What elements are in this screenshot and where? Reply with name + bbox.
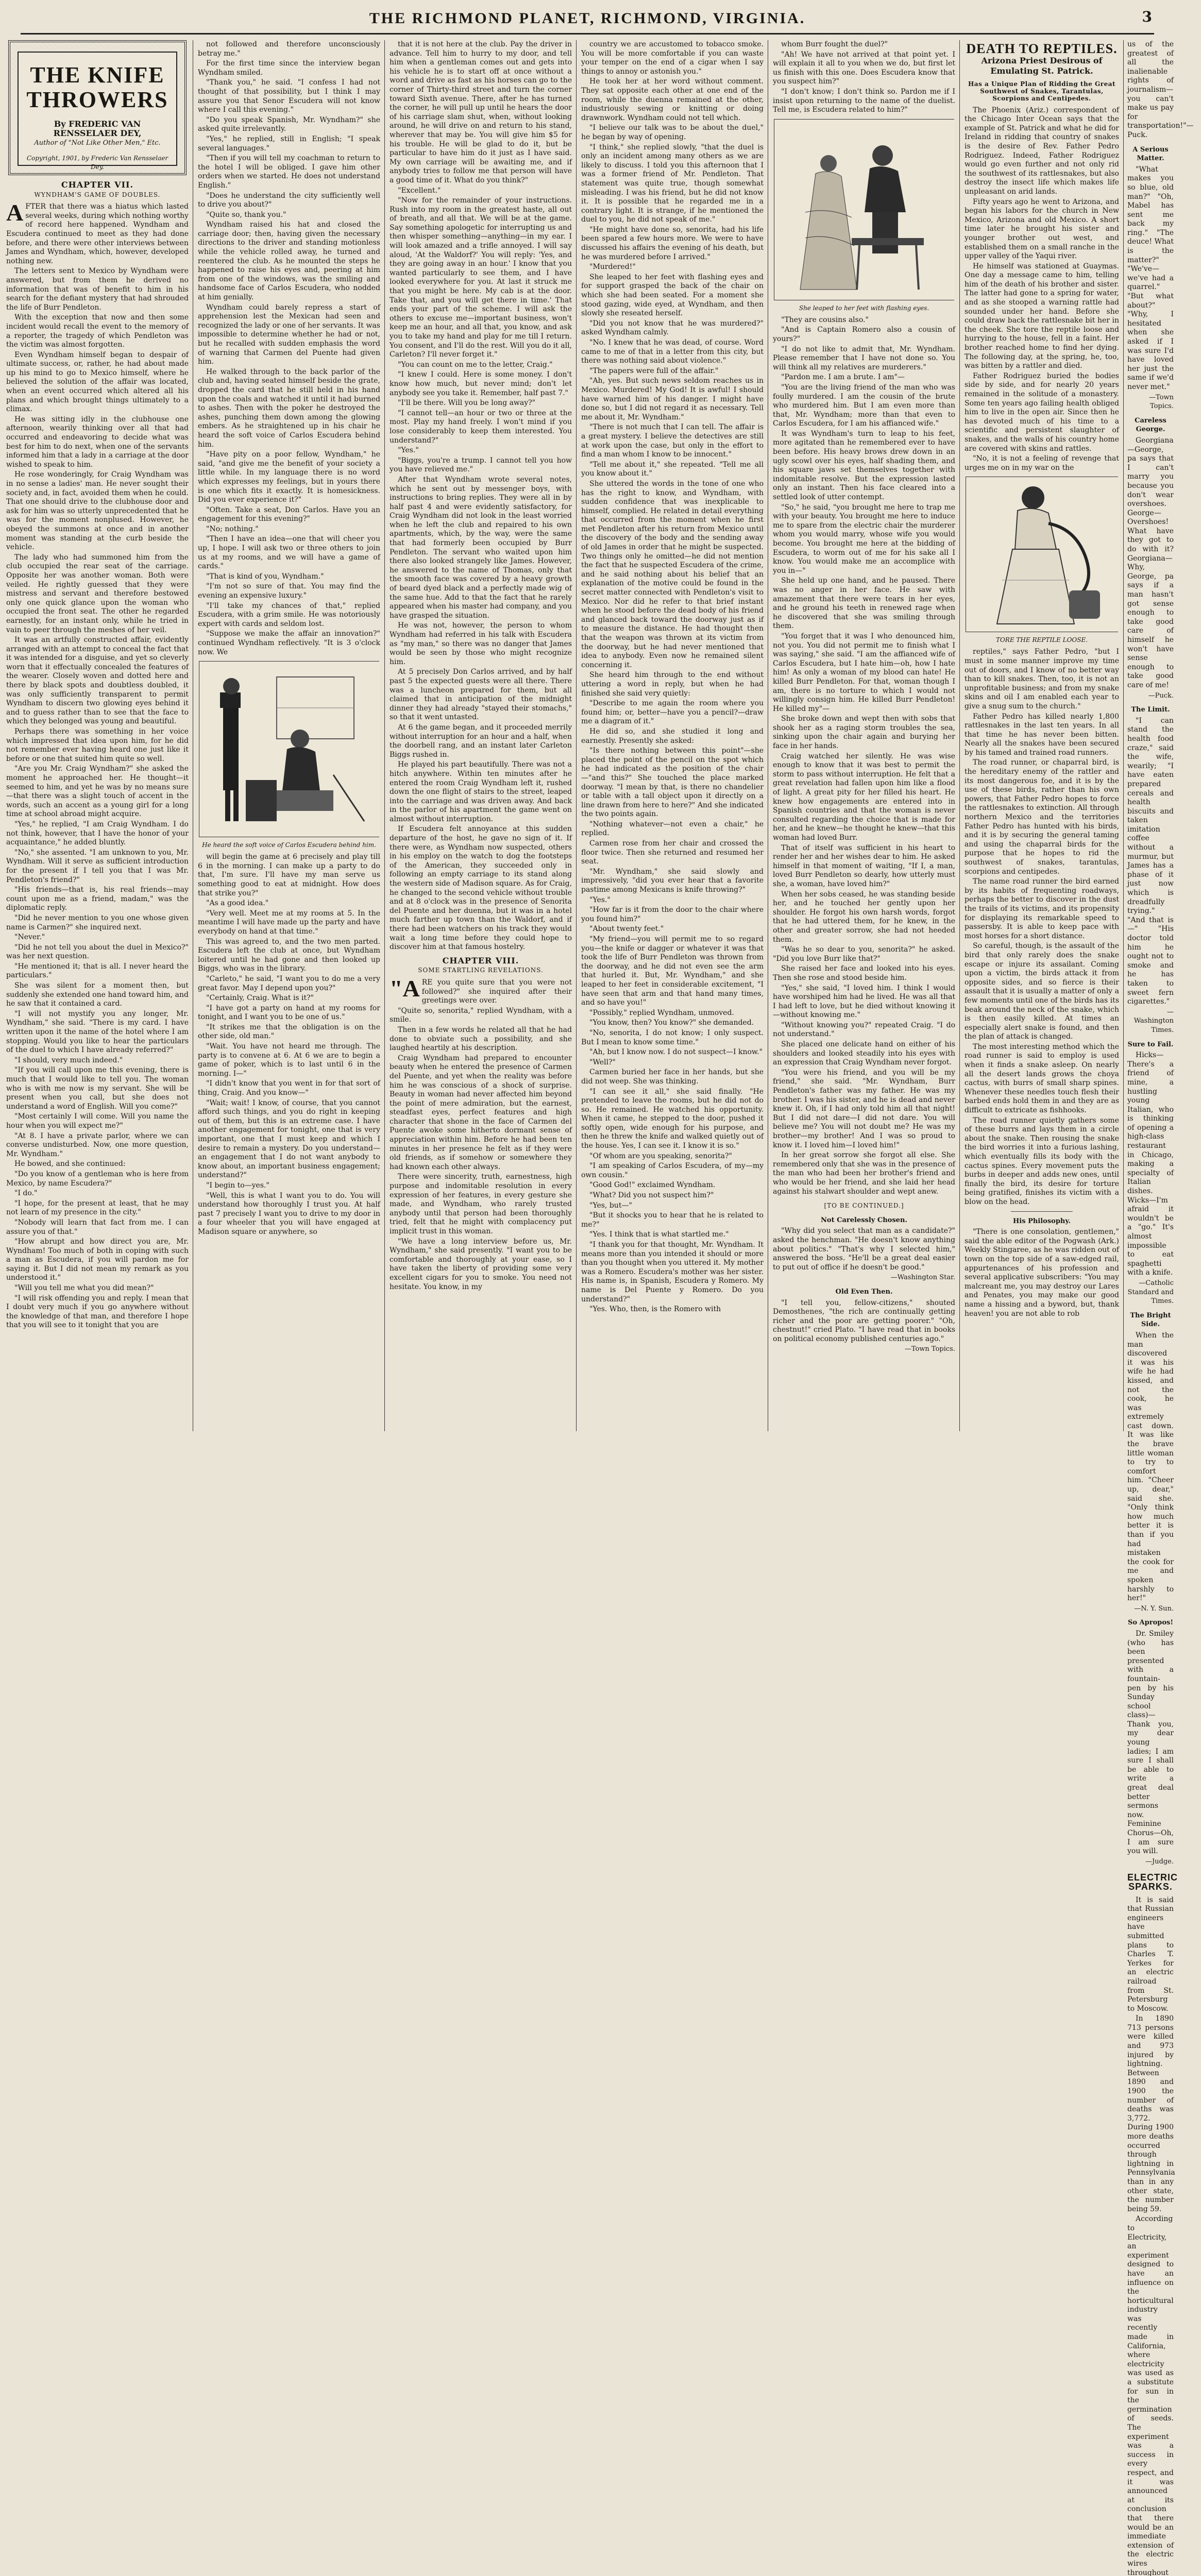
paragraph: She heard him through to the end without uttering a word in reply, but when he had finished she said very quietly: xyxy=(581,671,764,698)
paragraph: "He mentioned it; that is all. I never heard the particulars." xyxy=(6,962,189,980)
item-text: "Why did you select that man as a candidate?" asked the henchman. "He doesn't know anything about politics." "That's why I selected him," answered the boss. "He'll be a great deal easier to put out of office if he doesn't be good." xyxy=(773,1227,955,1272)
paragraph: Then in a few words he related all that he had done to obviate such a possibility, and she laughed heartily at his description. xyxy=(390,1025,572,1053)
club-scene-drawing xyxy=(199,662,380,837)
paragraph: "No, senorita, I do not know; I only suspect. But I mean to know some time." xyxy=(581,1028,764,1046)
paragraph: "Often. Take a seat, Don Carlos. Have you an engagement for this evening?" xyxy=(198,505,380,523)
paragraph: It is said that Russian engineers have submitted plans to Charles T. Yerkes for an electric railroad from St. Petersburg to Moscow. xyxy=(1127,1895,1174,2013)
paragraph: In 1890 713 persons were killed and 973 injured by lightning. Between 1890 and 1900 the number of deaths was 3,772. During 1900 more deaths occurred through lightning in Pennsylvania than in any other state, the number being 59. xyxy=(1127,2014,1175,2213)
paragraph: So careful, though, is the assault of the bird that only rarely does the snake escape or injure its assailant. Coming upon a victim, the birds attack it from opposite sides, and so fierce is their assault that it is usually a matter of only a few moments until one of the birds has its beak around the neck of the snake, which is then easily killed. At times an especially alert snake is found, and then the plan of attack is changed. xyxy=(965,942,1119,1041)
paragraph: For the first time since the interview began Wyndham smiled. xyxy=(198,59,380,77)
item-source: —Washington Star. xyxy=(890,1274,955,1282)
item-heading: The Bright Side. xyxy=(1130,1311,1171,1329)
paragraph: "Quite so, senorita," replied Wyndham, with a smile. xyxy=(390,1006,572,1024)
paragraph: "You forget that it was I who denounced him, not you. You did not permit me to finish what I was saying," she said. "I am the affianced wife of Carlos Escudera, but I hate him—oh, how I hate him! As only a woman of my blood can hate! He killed Burr Pendleton. For that, woman though I am, there is no torture to which I would not willingly consign him. He killed Burr Pendleton! He killed my"— xyxy=(773,632,955,713)
paragraph: "My friend—you will permit me to so regard you—the knife or dagger or whatever it was that took the life of Burr Pendleton was thrown from the doorway, and he did not even see the arm that hurled it. But, Mr. Wyndham," and she leaped to her feet in considerable excitement, "I have seen that arm and that hand many times, and so have you!" xyxy=(581,935,764,1007)
electric-head: ELECTRIC SPARKS. xyxy=(1127,1872,1178,1892)
paragraph: "Ah, yes. But such news seldom reaches us in Mexico. Murdered! My God! It is awful! I should have warned him of his danger. I might have done so, but I did not regard it as necessary. Tell me about it, Mr. Wyndham." xyxy=(581,377,764,421)
paragraph: "I'm not so sure of that. You may find the evening an expensive luxury." xyxy=(198,582,380,600)
paragraph: Fifty years ago he went to Arizona, and began his labors for the church in New Mexico, Arizona and old Mexico. A short time later he brought his sister and younger brother out west, and established them on a small ranche in the upper valley of the Yaqui river. xyxy=(965,197,1119,261)
paragraph: "No. I knew that he was dead, of course. Word came to me of that in a letter from this city, but there was nothing said about violence." xyxy=(581,338,764,365)
paragraph: "Yes." xyxy=(589,895,611,904)
paragraph: will begin the game at 6 precisely and play till 6 in the morning. I can make up a party to do that, I'm sure. I'll have my man serve us something good to eat at midnight. How does that strike you?" xyxy=(198,853,380,897)
paragraph: The most interesting method which the road runner is said to employ is used when it finds a snake asleep. On nearly all the desert lands grows the choya cactus, with burrs of small sharp spines. Whenever these needles touch flesh their barbed ends hold them in and they are as difficult to extricate as fishhooks. xyxy=(965,1042,1119,1115)
paragraph: "Nothing whatever—not even a chair," he replied. xyxy=(581,820,764,838)
paragraph: "How abrupt and how direct you are, Mr. Wyndham! Too much of both in coping with such a man as Escudera, if you will pardon me for saying it. But I did not mean my remark as you understood it." xyxy=(6,1238,189,1282)
paragraph: The name road runner the bird earned by its habits of frequenting roadways, perhaps the better to discover in the dust the trails of its victims, and its propensity for displaying its remarkable speed to passersby. It is able to keep pace with most horses for a short distance. xyxy=(965,877,1119,940)
paragraph: "If you will call upon me this evening, there is much that I would like to tell you. The woman who is with me now is my servant. She will be present when you call, but she does not understand a word of English. Will you come?" xyxy=(6,1066,189,1111)
paragraph: She uttered the words in the tone of one who has the right to know, and Wyndham, with sudden confidence that was inexplicable to himself, complied. He related in detail everything that occurred from the moment when he first met Pendleton after his return from Mexico until the discovery of the body and the sending away of old James in order that he might be suspected. Two things only he omitted—he did not mention the fact that he suspected Escudera of the crime, and he said nothing about his belief that an explanation of the motive could be found in the secret matter connected with Pendleton's visit to Mexico. Nor did he refer to that brief instant when he stood before the dead body of his friend and glanced back toward the doorway just as if to measure the distance. He had thought then that the weapon was thrown at its victim from the doorway, but he had never mentioned that idea to anybody. Even now he remained silent concerning it. xyxy=(581,479,764,669)
paragraph: "Wait; wait! I know, of course, that you cannot afford such things, and you do right in keeping out of them, but this is an extreme case. I have another engagement for tonight, one that is very important, one that I must keep and which I desire to remain a mystery. Do you understand—an engagement that I do not want anybody to know about, an important business engagement; understand?" xyxy=(198,1098,380,1180)
paragraph: "You are the living friend of the man who was foully murdered. I am the cousin of the brute who murdered him. But I am even more than that, Mr. Wyndham; more than that even to Carlos Escudera, for I am his affianced wife." xyxy=(773,383,955,428)
paragraph: She broke down and wept then with sobs that shook her as a raging storm troubles the sea, sinking upon the chair again and burying her face in her hands. xyxy=(773,715,955,751)
paragraph: The road runner quietly gathers some of these burrs and lays them in a circle about the snake. Then rousing the snake the bird worries it into a furious lashing, which eventually fills its body with the cactus spines. Every movement puts the burbs in deeper and adds new ones, until finally the bird, its desire for torture being gratified, finishes its victim with a blow on the head. xyxy=(965,1116,1119,1206)
paragraph: "Well?" xyxy=(589,1058,616,1066)
item-text: When the man discovered it was his wife he had kissed, and not the cook, he was extremely cast down. It was like the brave little woman to try to comfort him. "Cheer up, dear," said she. "Only think how much better it is than if you had mistaken the cook for me and spoken harshly to her!" xyxy=(1127,1331,1174,1603)
paragraph: In her great sorrow she forgot all else. She remembered only that she was in the presence of the man who had been her brother's friend and who would be her friend, and she laid her head against his stalwart shoulder and wept anew. xyxy=(773,1151,955,1196)
item-text: Dr. Smiley (who has been presented with a fountain-pen by his Sunday school class)—Thank you, my dear young ladies; I am sure I shall be able to write a great deal better sermons now. Feminine Chorus—Oh, I am sure you will. xyxy=(1127,1629,1174,1856)
paragraph: "Biggs, you're a trump. I cannot tell you how you have relieved me." xyxy=(390,456,572,474)
story-text-col5a xyxy=(773,40,955,115)
paragraph: "Yes," he replied, "I am Craig Wyndham. I do not think, however, that I have the honor of your acquaintance," he added bluntly. xyxy=(6,820,189,847)
paragraph: "Are you Mr. Craig Wyndham?" she asked the moment he approached her. He thought—it seemed to him, and yet he was by no means sure—that there was a slight touch of accent in the words, such an accent as a young girl for a long time at school abroad might acquire. xyxy=(6,765,189,819)
paragraph: "Yes," she said, "I loved him. I think I would have worshiped him had he lived. He was all that I had left to love, but he died without knowing it—without knowing me." xyxy=(773,984,955,1020)
story-byline-author-note: Author of "Not Like Other Men," Etc. xyxy=(34,139,161,147)
paragraph: "And is Captain Romero also a cousin of yours?" xyxy=(773,326,955,343)
paragraph: Carmen buried her face in her hands, but she did not weep. She was thinking. xyxy=(581,1068,764,1086)
column-2 xyxy=(198,40,380,1431)
paragraph: The lady who had summoned him from the club occupied the rear seat of the carriage. Opposite her was another woman. Both were veiled. He rightly guessed that they were mistress and servant and therefore bestowed only one quick glance upon the woman who occupied the front seat. The other he regarded earnestly, for an instant only, while he tried in vain to peer through the meshes of her veil. xyxy=(6,553,189,634)
paragraph: "They are cousins also." xyxy=(781,315,869,324)
paragraph: At 5 precisely Don Carlos arrived, and by half past 5 the expected guests were all there. There was a luncheon prepared for them, but all claimed that in anticipation of the midnight dinner they had already "stayed their stomachs," so that it went untasted. xyxy=(390,668,572,722)
illustration-caption-1: He heard the soft voice of Carlos Escudera behind him. xyxy=(202,841,376,849)
paragraph: "Of whom are you speaking, senorita?" xyxy=(589,1151,732,1160)
reptiles-subhead: Arizona Priest Desirous of Emulating St. Patrick. xyxy=(981,55,1103,76)
paragraph: "Well, this is what I want you to do. You will understand how thoroughly I trust you. At half past 7 precisely I want you to drive to my door in a four wheeler that you will have engaged at Madison square or anywhere, so xyxy=(198,1191,380,1236)
paragraph: According to Electricity, an experiment designed to have an influence on the horticultural industry was recently made in California, where electricity was used as a substitute for sun in the germination of seeds. The experiment was a success in every respect, and it was announced at its conclusion that there would be an immediate extension of the electric wires throughout xyxy=(1127,2215,1174,2576)
paragraph: Father Pedro has killed nearly 1,800 rattlesnakes in the last ten years. In all that time he has never been bitten. Nearly all the snakes have been secured by his tamed and trained road runners. xyxy=(965,712,1119,757)
paragraph: He bowed, and she continued: xyxy=(14,1160,126,1168)
story-text-col2a xyxy=(198,40,380,657)
paragraph: whom Burr fought the duel?" xyxy=(781,40,888,48)
paragraph: "That is kind of you, Wyndham." xyxy=(206,572,324,581)
paragraph: Father Rodriguez buried the bodies side by side, and for nearly 20 years remained in the solitude of a monastery. Some ten years ago failing health obliged him to live in the open air. Since then he has devoted much of his time to a scientific and persistent slaughter of snakes, and the walls of his country home are covered with skins and rattles. xyxy=(965,371,1119,453)
parlor-scene-drawing xyxy=(774,120,955,300)
item-source: —Catholic Standard and Times. xyxy=(1127,1279,1174,1306)
paragraph: With the exception that now and then some incident would recall the event to the memory of a reporter, the tragedy of which Pendleton was the victim was almost forgotten. xyxy=(6,313,189,349)
paragraph: "Ah! We have not arrived at that point yet. I will explain it all to you when we do, but first let us finish with this one. Does Escudera know that you suspect him?" xyxy=(773,50,955,86)
story-text-col1 xyxy=(6,199,189,1330)
paragraph: "ARE you quite sure that you were not followed?" she inquired after their greetings were over. xyxy=(390,975,572,1005)
paragraph: He walked through to the back parlor of the club and, having seated himself beside the grate, dropped the card that he still held in his hand upon the coals and watched it until it had burned to ashes. Then with the poker he destroyed the ashes, punching them down among the glowing embers. As he straightened up in his chair he heard the soft voice of Carlos Escudera behind him. xyxy=(198,367,380,449)
column-1 xyxy=(6,40,189,1431)
paragraph: "At 8. I have a private parlor, where we can converse undisturbed. Now, one more question, Mr. Wyndham." xyxy=(6,1131,189,1158)
paragraph: "Wait. You have not heard me through. The party is to convene at 6. At 6 we are to begin a game of poker, which is to last until 6 in the morning. I—" xyxy=(198,1042,380,1078)
paragraph: "Does he understand the city sufficiently well to drive you about?" xyxy=(198,191,380,209)
paragraph: "I'll take my chances of that," replied Escudera, with a grim smile. He was notoriously expert with cards and seldom lost. xyxy=(198,601,380,628)
story-text-col3b xyxy=(390,975,572,1292)
paragraph: Carmen rose from her chair and crossed the floor twice. Then she returned and resumed her seat. xyxy=(581,839,764,866)
paragraph: "Will you tell me what you did mean?" xyxy=(14,1284,154,1293)
paragraph: "Tell me about it," she repeated. "Tell me all you know about it." xyxy=(581,460,764,478)
reptiles-headline: DEATH TO REPTILES. xyxy=(966,41,1118,56)
paragraph: "I will risk offending you and reply. I mean that I doubt very much if you go anywhere without the knowledge of that man, and therefore I hope that you will see to it tonight that you are xyxy=(6,1294,189,1330)
chapter-heading: CHAPTER VII. xyxy=(61,180,134,190)
story-byline: By FREDERIC VAN RENSSELAER DEY, xyxy=(53,119,142,138)
illustration-club-scene xyxy=(199,661,379,837)
paragraph: "I do." xyxy=(14,1189,38,1198)
column-4 xyxy=(581,40,764,1431)
column-6 xyxy=(965,40,1119,1431)
paragraph: At 6 the game began, and it proceeded merrily without interruption for an hour and a half, when the doorbell rang, and an instant later Carleton Biggs rushed in. xyxy=(390,723,572,759)
reptiles-deck: Has a Unique Plan of Ridding the Great Southwest of Snakes, Tarantulas, Scorpions and Centipedes. xyxy=(968,80,1116,102)
paragraph: "I think," she replied slowly, "that the duel is only an incident among many others as we are likely to discuss. I told you this afternoon that I was a former friend of Mr. Pendleton. That statement was quite true, though somewhat misleading. I was his friend, but he did not know it. It is possible that he regarded me in a contrary light. It is strange, if he mentioned the duel to you, he did not speak of me." xyxy=(581,143,764,224)
item-text: Georgiana—George, pa says that I can't marry you because you don't wear overshoes. George—Overshoes! What have they got to do with it? Georgiana—Why, George, pa says if a man hasn't got sense enough to take good care of himself he won't have sense enough to take good care of me! xyxy=(1127,436,1174,689)
paragraph: If Escudera felt annoyance at this sudden departure of the host, he gave no sign of it. If there were, as Wyndham now suspected, others in his employ on the watch to dog the footsteps of the American, they succeeded only in following an empty carriage to its stand along the western side of Madison square. As for Craig, he changed to the second vehicle without trouble and at 8 o'clock was in the presence of Senorita del Puente and her duenna, but it was in a hotel much farther up town than the Waldorf, and if there had been watchers on his track they would wait a long time before they could hope to discover him at that famous hostelry. xyxy=(390,825,572,952)
paragraph: "Certainly, Craig. What is it?" xyxy=(206,994,314,1003)
woman-snake-drawing xyxy=(966,477,1120,632)
paragraph: "Never." xyxy=(14,933,45,942)
paragraph: "Did you not know that he was murdered?" asked Wyndham calmly. xyxy=(581,319,764,337)
item-source: —N. Y. Sun. xyxy=(1134,1604,1174,1613)
paragraph: "What? Did you not suspect him?" xyxy=(589,1191,714,1200)
col7-jokes xyxy=(1127,145,1174,1867)
story-text-col2b xyxy=(198,853,380,1236)
paragraph: Craig Wyndham had prepared to encounter beauty when he entered the presence of Carmen del Puente, and yet when the reality was before him he was conscious of a shock of surprise. Beauty in woman had never affected him beyond the point of mere admiration, but the earnest, steadfast eyes, perfect features and high character that shone in the face of Carmen del Puente awoke some hitherto dormant sense of appreciation within him. Before he had been ten minutes in her presence he felt as if they were old friends, as if somehow or somewhere they had known each other always. xyxy=(390,1054,572,1171)
paragraph: "I don't know; I don't think so. Pardon me if I insist upon returning to the name of the duelist. Tell me, is Escudera related to him?" xyxy=(773,87,955,114)
philosophy-head: His Philosophy. xyxy=(1013,1217,1071,1225)
masthead xyxy=(21,4,1154,35)
item-heading: The Limit. xyxy=(1131,706,1170,714)
paragraph: "It strikes me that the obligation is on the other side, old man." xyxy=(198,1023,380,1041)
paragraph: "The papers were full of the affair." xyxy=(589,366,719,375)
paragraph: "I begin to—yes." xyxy=(206,1181,269,1190)
item-heading: A Serious Matter. xyxy=(1132,145,1169,163)
paragraph: It was an artfully constructed affair, evidently arranged with an attempt to conceal the fact that it was intended for a disguise, and yet so cleverly worn that it effectually concealed the features of the wearer. Closely woven and dotted here and there by black spots and doubtless doubled, it was only sufficiently transparent to permit Wyndham to discern two glowing eyes behind it and to guess rather than to see that the face to which they belonged was young and beautiful. xyxy=(6,636,189,726)
paragraph: This was agreed to, and the two men parted. Escudera left the club at once, but Wyndham loitered until he had gone and then looked up Biggs, who was in the library. xyxy=(198,937,380,973)
paragraph: "Did he never mention to you one whose given name is Carmen?" she inquired next. xyxy=(6,913,189,931)
paragraph: She raised her face and looked into his eyes. Then she rose and stood beside him. xyxy=(773,964,955,982)
column-5 xyxy=(773,40,955,1431)
paragraph: She was silent for a moment then, but suddenly she extended one hand toward him, and he saw that it contained a card. xyxy=(6,981,189,1008)
paragraph: "No," she assented. "I am unknown to you, Mr. Wyndham. Will it serve as sufficient introduction for the present if I tell you that I was Mr. Pendleton's friend?" xyxy=(6,848,189,884)
paragraph: "How far is it from the door to the chair where you found him?" xyxy=(581,906,764,923)
paragraph: He was sitting idly in the clubhouse one afternoon, wearily thinking over all that had occurred and endeavoring to decide what was best for him to do next, when one of the servants informed him that a lady in a carriage at the door wished to speak to him. xyxy=(6,415,189,469)
item-source: —Town Topics. xyxy=(904,1345,955,1353)
paragraph: "So," he said, "you brought me here to trap me with your beauty. You brought me here to induce me to spare from the electric chair the murderer whom you would marry, whose wife you would become. You brought me here at the bidding of Escudera, to worm out of me for his sake all I know. You would make me an accomplice with you in—" xyxy=(773,503,955,575)
paragraph: "Good God!" exclaimed Wyndham. xyxy=(589,1181,716,1190)
paragraph: "I knew I could. Here is some money. I don't know how much, but never mind; don't let anybody see you take it. Remember, half past 7." xyxy=(390,370,572,397)
paragraph: "I'll be there. Will you be long away?" xyxy=(398,399,536,408)
paragraph: Wyndham raised his hat and closed the carriage door; then, having given the necessary directions to the driver and standing motionless while the vehicle rolled away, he turned and reentered the club. As he mounted the steps he happened to raise his eyes and, peering at him from one of the windows, was the smiling and handsome face of Carlos Escudera, who nodded at him genially. xyxy=(198,221,380,302)
item-text: "I tell you, fellow-citizens," shouted Demosthenes, "the rich are continually getting richer and the poor are getting poorer." "Oh, chestnut!" cried Plato. "I have read that in books on political economy published centuries ago." xyxy=(773,1298,955,1343)
col7-top-text: us of the greatest of all the inalienable rights of journalism—you can't make us pay for transportation!"—Puck. xyxy=(1127,40,1194,139)
paragraph: It was Wyndham's turn to leap to his feet, more agitated than he remembered ever to have been before. His heavy brows drew down in an ugly scowl over his eyes, half shading them, and his square jaws set themselves together with indomitable resolve. But the expression lasted only an instant. Then his face cleared into a settled look of utter contempt. xyxy=(773,429,955,502)
paragraph: "Mr. Wyndham," she said slowly and impressively, "did you ever hear that a favorite pastime among Mexicans is knife throwing?" xyxy=(581,867,764,894)
philosophy-text: "There is one consolation, gentlemen," said the able editor of the Pogwash (Ark.) Weekly Stingaree, as he was ridden out of town on the top side of a saw-edged rail, appurtenances of his profession and several applicative subscribers: "You may malcreant me, you may destroy our Lares and Penates, you may make our good name a hissing and a byword, but, thank heaven! you are not able to rob xyxy=(965,1228,1119,1318)
item-text: "I can stand the health food craze," said the wife, wearily; "I have eaten prepared cereals and health biscuits and taken imitation coffee without a murmur, but James has a phase of it just now which is dreadfully trying." "And that is—" "His doctor told him he ought not to smoke and he has taken to sweet fern cigarettes." xyxy=(1127,716,1174,1006)
item-text: Hicks—There's a friend of mine, a hustling young Italian, who is thinking of opening a high-class restaurant in Chicago, making a specialty of Italian dishes. Wicks—I'm afraid it wouldn't be a "go." It's almost impossible to eat spaghetti with a knife. xyxy=(1127,1051,1174,1277)
paragraph: "Was he so dear to you, senorita?" he asked. "Did you love Burr like that?" xyxy=(773,945,955,963)
paragraph: She held up one hand, and he paused. There was no anger in her face. He saw with amazement that there were tears in her eyes, and he ground his teeth in renewed rage when he discovered that she was smiling through them. xyxy=(773,577,955,631)
item-heading: So Apropos! xyxy=(1127,1619,1174,1627)
paragraph: He rose wonderingly, for Craig Wyndham was in no sense a ladies' man. He never sought their society and, in fact, avoided them when he could. That one should drive to the clubhouse door and ask for him was so utterly unprecedented that he was for the moment nonplused. However, he obeyed the summons at once and in another moment was standing at the curb beside the vehicle. xyxy=(6,470,189,552)
paragraph: "Suppose we make the affair an innovation?" continued Wyndham reflectively. "It is 3 o'clock now. We xyxy=(198,630,380,656)
paragraph: "I should, very much indeed." xyxy=(14,1056,123,1064)
paragraph: AFTER that there was a hiatus which lasted several weeks, during which nothing worthy of record here happened. Wyndham and Escudera continued to meet as they had done before, and there were other interviews between James and Wyndham, which, however, developed nothing new. xyxy=(6,199,189,265)
illustration-caption-3: TORE THE REPTILE LOOSE. xyxy=(995,636,1088,644)
paragraph: Perhaps there was something in her voice which impressed that idea upon him, for he did not remember ever having heard one just like it before or one that suited him quite so well. xyxy=(6,727,189,763)
paragraph: "Do you speak Spanish, Mr. Wyndham?" she asked quite irrelevantly. xyxy=(198,115,380,133)
story-text-col3 xyxy=(390,40,572,952)
paragraph: "Have pity on a poor fellow, Wyndham," he said, "and give me the benefit of your society a little while. In my language there is no word which expresses my feelings, but in yours there is one which fits it exactly. It is homesickness. Did you ever experience it?" xyxy=(198,450,380,504)
paragraph: not followed and therefore unconsciously betray me." xyxy=(198,40,380,58)
paragraph: "Excellent." xyxy=(398,186,441,195)
paragraph: "No; nothing." xyxy=(206,524,259,533)
paragraph: She placed one delicate hand on either of his shoulders and looked steadily into his eyes with an expression that Craig Wyndham never forgot. xyxy=(773,1040,955,1067)
paragraph: "Most certainly I will come. Will you name the hour when you will expect me?" xyxy=(6,1112,189,1130)
page-number: 3 xyxy=(1142,8,1152,25)
paragraph: "Then if you will tell my coachman to return to the hotel I will be obliged. I gave him other orders when we started. He does not understand English." xyxy=(198,154,380,190)
paragraph: country we are accustomed to tobacco smoke. You will be more comfortable if you can waste your temper on the end of a cigar when I say things to annoy or astonish you." xyxy=(581,40,764,76)
story-copyright: Copyright, 1901, by Frederic Van Rensselaer Dey. xyxy=(26,154,168,171)
paragraph: The letters sent to Mexico by Wyndham were answered, but from them he derived no information that was of benefit to him in his search for the defiant mystery that had shrouded the life of Burr Pendleton. xyxy=(6,267,189,312)
paragraph: He was not, however, the person to whom Wyndham had referred in his talk with Escudera as "my man," so there was no danger that James would be seen by those who might recognize him. xyxy=(390,621,572,666)
column-3 xyxy=(390,40,572,1431)
paragraph: "Possibly," replied Wyndham, unmoved. xyxy=(589,1008,734,1017)
paragraph: "I believe our talk was to be about the duel," he began by way of opening. xyxy=(581,124,764,141)
item-heading: Old Even Then. xyxy=(835,1287,893,1296)
paragraph: Craig watched her silently. He was wise enough to know that it was best to permit the storm to pass without interruption. He felt that a great revelation had fallen upon him like a flood of light. A great pity for her filled his heart. He knew how engagements are entered into in Spanish countries and that the woman is never consulted regarding the choice that is made for her, and he knew—he thought he knew—that this woman had loved Burr. xyxy=(773,752,955,842)
paragraph: "Thank you," he said. "I confess I had not thought of that possibility, but I think I may assure you that Senor Escudera will not know where I call this evening." xyxy=(198,78,380,114)
item-source: —Washington Times. xyxy=(1134,1008,1174,1034)
illustration-woman-snake xyxy=(966,477,1118,632)
paragraph: He played his part beautifully. There was not a hitch anywhere. Within ten minutes after he entered the room Craig Wyndham left it, rushed down the one flight of stairs to the street, leaped into the carriage and was driven away. And back in the parlor of his apartment the game went on almost without interruption. xyxy=(390,760,572,823)
paragraph: "Carleto," he said, "I want you to do me a very great favor. May I depend upon you?" xyxy=(198,974,380,992)
paragraph: "Very well. Meet me at my rooms at 5. In the meantime I will have made up the party and have everybody on hand at that time." xyxy=(198,909,380,936)
paragraph: "As a good idea." xyxy=(206,899,269,908)
story-title-box xyxy=(8,40,187,175)
chapter-subheading: WYNDHAM'S GAME OF DOUBLES. xyxy=(34,191,161,198)
chapter-subheading-8: SOME STARTLING REVELATIONS. xyxy=(418,967,544,974)
paragraph: "Is there nothing between this point"—she placed the point of the pencil on the spot which he had indicated as the position of the chair—"and this?" She touched the place marked doorway. "I mean by that, is there no chandelier or table with a tall object upon it directly on a line drawn from here to here?" And she indicated the two points again. xyxy=(581,747,764,819)
story-text-col4 xyxy=(581,40,764,1314)
paragraph: that it is not here at the club. Pay the driver in advance. Tell him to hurry to my door, and tell him when a gentleman comes out and gets into his vehicle he is to start off at once without a word and drive as fast as his horses can go to the corner of Thirty-third street and turn the corner toward Sixth avenue. There, after he has turned the corner, he will pull up until he hears the door of his carriage slam shut, when, without looking around, he will drive on and return to his stand, wherever that may be. You will give him $5 for his trouble. He will be glad to do it, but be particular to have him do it just as I have said. My own carriage will be awaiting me, and if anybody tries to follow me that person will have a good time of it. What do you think?" xyxy=(390,40,572,184)
paragraph: She leaped to her feet with flashing eyes and for support grasped the back of the chair on which she had been seated. For a moment she stood gazing, wide eyed, at Wyndham, and then slowly she reseated herself. xyxy=(581,273,764,318)
item-source: —Judge. xyxy=(1145,1857,1174,1866)
paragraph: "There is not much that I can tell. The affair is a great mystery. I believe the detectives are still at work upon the case, but only in the effort to find a man whom I know to be innocent." xyxy=(581,423,764,459)
illustration-caption-2: She leaped to her feet with flashing eyes. xyxy=(799,304,929,312)
paragraph: Wyndham could barely repress a start of apprehension lest the Mexican had seen and recognized the lady or one of her servants. It was impossible to determine whether he had or not, but he recalled with sudden emphasis the word of warning that Carmen del Puente had given him. xyxy=(198,303,380,366)
chapter-heading-8: CHAPTER VIII. xyxy=(442,955,519,965)
paragraph: "His friends—that is, his real friends—may count upon me as a friend, madam," was the diplomatic reply. xyxy=(6,886,189,912)
paragraph: "I hope, for the present at least, that he may not learn of my presence in the city." xyxy=(6,1199,189,1217)
paragraph: He did so, and she studied it long and earnestly. Presently she asked: xyxy=(581,727,764,745)
illustration-parlor-scene xyxy=(774,119,954,300)
item-source: —Puck. xyxy=(1148,691,1174,700)
masthead-title: THE RICHMOND PLANET, RICHMOND, VIRGINIA. xyxy=(369,10,806,27)
paragraph: "I have got a party on hand at my rooms for tonight, and I want you to be one of us." xyxy=(198,1004,380,1022)
paragraph: "Quite so, thank you." xyxy=(206,210,286,219)
item-source: —Town Topics. xyxy=(1149,393,1174,411)
paragraph: "Yes." xyxy=(398,446,419,455)
paragraph: After that Wyndham wrote several notes, which he sent out by messenger boys, with instructions to bring replies. They were all in by half past 4 and were evidently satisfactory, for Craig Wyndham did not look in the least worried when he left the club and repaired to his own apartments, which, by the way, were the same that had formerly been occupied by Burr Pendleton. The servant who waited upon him there also looked strangely like James. However, he answered to the name of Thomas, only that the smooth face was covered by a heavy growth of beard dyed black and a perfectly made wig of the same hue. Add to that the fact that he rarely appeared when his master had company, and you have grasped the situation. xyxy=(390,475,572,620)
paragraph: "Did he not tell you about the duel in Mexico?" was her next question. xyxy=(6,943,189,961)
paragraph: "Pardon me. I am a brute. I am"— xyxy=(781,373,905,382)
paragraph: That of itself was sufficient in his heart to render her and her wishes dear to him. He asked himself in that moment of waiting, "If I, a man, loved Burr Pendleton so dearly, how utterly must she, a woman, have loved him?" xyxy=(773,843,955,888)
paragraph: "I thank you for that thought, Mr. Wyndham. It means more than you intended it should or more than you thought when you uttered it. My mother was a Romero. Escudera's mother was her sister. His name is, in Spanish, Escudera y Romero. My name is Del Puente y Romero. Do you understand?" xyxy=(581,1241,764,1303)
paragraph: "Yes, but—" xyxy=(589,1201,632,1210)
paragraph: The Phoenix (Ariz.) correspondent of the Chicago Inter Ocean says that the example of St. Patrick and what he did for Ireland in ridding that country of snakes is the desire of Rev. Father Pedro Rodriguez. Indeed, Father Rodriguez would go even further and not only rid the southwest of its rattlesnakes, but also destroy the insect life which makes life unpleasant on arid lands. xyxy=(965,106,1119,196)
paragraph: "But it shocks you to hear that he is related to me?" xyxy=(581,1211,764,1229)
paragraph: "I do not like to admit that, Mr. Wyndham. Please remember that I have not done so. You will think all my relatives are murderers." xyxy=(773,345,955,371)
paragraph: The road runner, or chaparral bird, is the hereditary enemy of the rattler and its most dangerous foe, and it is by the use of these birds, rather than his own powers, that Father Pedro hopes to force the rattlesnakes to extinction. All through northern Mexico and the territories Father Pedro has hunted with his birds, and it is by securing the general taming and using the chaparral birds for the purpose that he hopes to rid the southwest of snakes, tarantulas, scorpions and centipedes. xyxy=(965,758,1119,876)
reptiles-text-b xyxy=(965,648,1119,1207)
columns xyxy=(6,40,1194,2576)
story-title: THE KNIFE THROWERS xyxy=(26,62,168,112)
paragraph: "I didn't know that you went in for that sort of thing, Craig. And you know—" xyxy=(198,1079,380,1097)
paragraph: "About twenty feet." xyxy=(589,925,664,934)
paragraph: "No, it is not a feeling of revenge that urges me on in my war on the xyxy=(965,454,1119,472)
paragraph: "Do you know of a gentleman who is here from Mexico, by name Escudera?" xyxy=(6,1170,189,1188)
paragraph: He took her at her word without comment. They sat opposite each other at one end of the room, while the duenna remained at the other, industriously sewing or knitting or doing drawnwork. Wyndham could not tell which. xyxy=(581,77,764,122)
paragraph: There were sincerity, truth, earnestness, high purpose and indomitable resolution in every expression of her features, in every gesture she made, and Wyndham, who rarely trusted anybody until that person had been thoroughly tried, felt that he might with complacency put implicit trust in this woman. xyxy=(390,1173,572,1235)
paragraph: "Yes," he replied, still in English; "I speak several languages." xyxy=(198,134,380,152)
paragraph: He himself was stationed at Guaymas. One day a message came to him, telling him of the death of his brother and sister. The latter had gone to a spring for water, and as she stooped a warning rattle had sounded under her hand. Before she could draw back the rattlesnake bit her in the cheek. She tore the reptile loose and hurrying to the house, fell in a faint. Her brother reached home to find her dying. The following day, at the spring, he, too, was bitten by a rattler and died. xyxy=(965,262,1119,370)
paragraph: "Then I have an idea—one that will cheer you up, I hope. I will ask two or three others to join us at my rooms, and we will have a game of cards." xyxy=(198,535,380,571)
reptiles-text-a xyxy=(965,106,1119,473)
electric-text xyxy=(1127,1896,1174,2576)
paragraph: "You can count on me to the letter, Craig." xyxy=(398,360,553,369)
paragraph: "We have a long interview before us, Mr. Wyndham," she said presently. "I want you to be comfortable and thoroughly at your ease, so I have taken the liberty of providing some very excellent cigars for you to smoke. You need not hesitate. You know, in my xyxy=(390,1237,572,1291)
paragraph: "I cannot tell—an hour or two or three at the most. Play my hand freely. I won't mind if you lose considerably to keep them interested. You understand?" xyxy=(390,409,572,445)
paragraph: "Describe to me again the room where you found him; or, better—have you a pencil?—draw me a diagram of it." xyxy=(581,699,764,726)
paragraph: "Yes. I think that is what startled me." xyxy=(589,1230,729,1239)
paragraph: "Ah, but I know now. I do not suspect—I know." xyxy=(589,1048,763,1057)
paragraph: "Now for the remainder of your instructions. Rush into my room in the greatest haste, all out of breath, and all that. We will be at the game. Say something apologetic for interrupting us and then whisper something—anything—in my ear. I will look amazed and a trifle annoyed. I will say aloud, 'At the Waldorf?' You will reply: 'Yes, and they are going away in an hour.' I know that you wanted particularly to see them, and I have looked everywhere for you. At last it struck me that you might be here. My cab is at the door. Take that, and you will get there in time.' That ends your part of the scheme. I will ask the others to excuse me—important business, won't keep me an hour, and all that, you know, and ask you to take my hand and play for me till I return. You consent, and I'll do the rest. Will you do it all, Carleton? I'll never forget it." xyxy=(390,196,572,359)
paragraph: "I am speaking of Carlos Escudera, of my—my own cousin." xyxy=(581,1162,764,1179)
paragraph: "Murdered!" xyxy=(589,263,636,272)
paragraph: "I can see it all," she said finally. "He pretended to leave the rooms, but he did not do so. He remained. He watched his opportunity. When it came, he stepped to the door, pushed it softly open, wide enough for his purpose, and then he threw the knife and walked quietly out of the house. Yes, I can see it. I know it is so." xyxy=(581,1087,764,1150)
item-heading: Careless George. xyxy=(1135,416,1166,434)
paragraph: "You were his friend, and you will be my friend," she said. "Mr. Wyndham, Burr Pendleton's father was my father. He was my brother. I was his sister, and he is dead and never knew it. Oh, if I had only told him all that night! But I did not dare—I did not dare. You will believe me? You will not doubt me? He was my brother—my brother! And I was so proud to know it. I loved him—I loved him!" xyxy=(773,1068,955,1149)
paragraph: reptiles," says Father Pedro, "but I must in some manner improve my time out of doors, and I know of no better way than to kill snakes. Then, too, it is not an unprofitable business; and from my snake skins and oil I am enabled each year to give a snug sum to the church." xyxy=(965,648,1119,710)
paragraph: "You know, then? You know?" she demanded. xyxy=(589,1019,754,1027)
paragraph: "Without knowing you?" repeated Craig. "I do not understand." xyxy=(773,1021,955,1039)
item-heading: Not Carelessly Chosen. xyxy=(821,1216,907,1224)
item-heading: Sure to Fail. xyxy=(1127,1040,1174,1048)
paragraph: "Nobody will learn that fact from me. I can assure you of that." xyxy=(6,1218,189,1236)
paragraph: "Yes. Who, then, is the Romero with xyxy=(589,1305,721,1314)
misc-col5 xyxy=(773,1216,955,1354)
paragraph: When her sobs ceased, he was standing beside her, and he touched her gently upon her shoulder. He forgot his own harsh words, forgot that he had uttered them, for he knew, in the other and greater sorrow, she had not heeded them. xyxy=(773,890,955,944)
paragraph: "I will not mystify you any longer, Mr. Wyndham," she said. "There is my card. I have written upon it the name of the hotel where I am stopping. Would you like to hear the particulars of the duel to which I have already referred?" xyxy=(6,1009,189,1055)
item-text: "What makes you so blue, old man?" "Oh, Mabel has sent me back my ring." "The deuce! What is the matter?" "We've—we've had a quarrel." "But what about?" "Why, I hesitated when she asked if I was sure I'd have loved her just the same if we'd never met." xyxy=(1127,165,1174,391)
paragraph: "He might have done so, senorita, had his life been spared a few hours more. We were to have discussed his affairs the evening of his death, but he was murdered before I arrived." xyxy=(581,225,764,261)
paragraph: Even Wyndham himself began to despair of ultimate success, or, rather, he had about made up his mind to go to Mexico himself, where he believed the solution of the affair was located, when an event occurred which altered all his plans and which brought things ultimately to a climax. xyxy=(6,350,189,414)
to-be-continued: [TO BE CONTINUED.] xyxy=(824,1202,904,1210)
column-7 xyxy=(1127,40,1194,2576)
story-text-col5b xyxy=(773,316,955,1196)
